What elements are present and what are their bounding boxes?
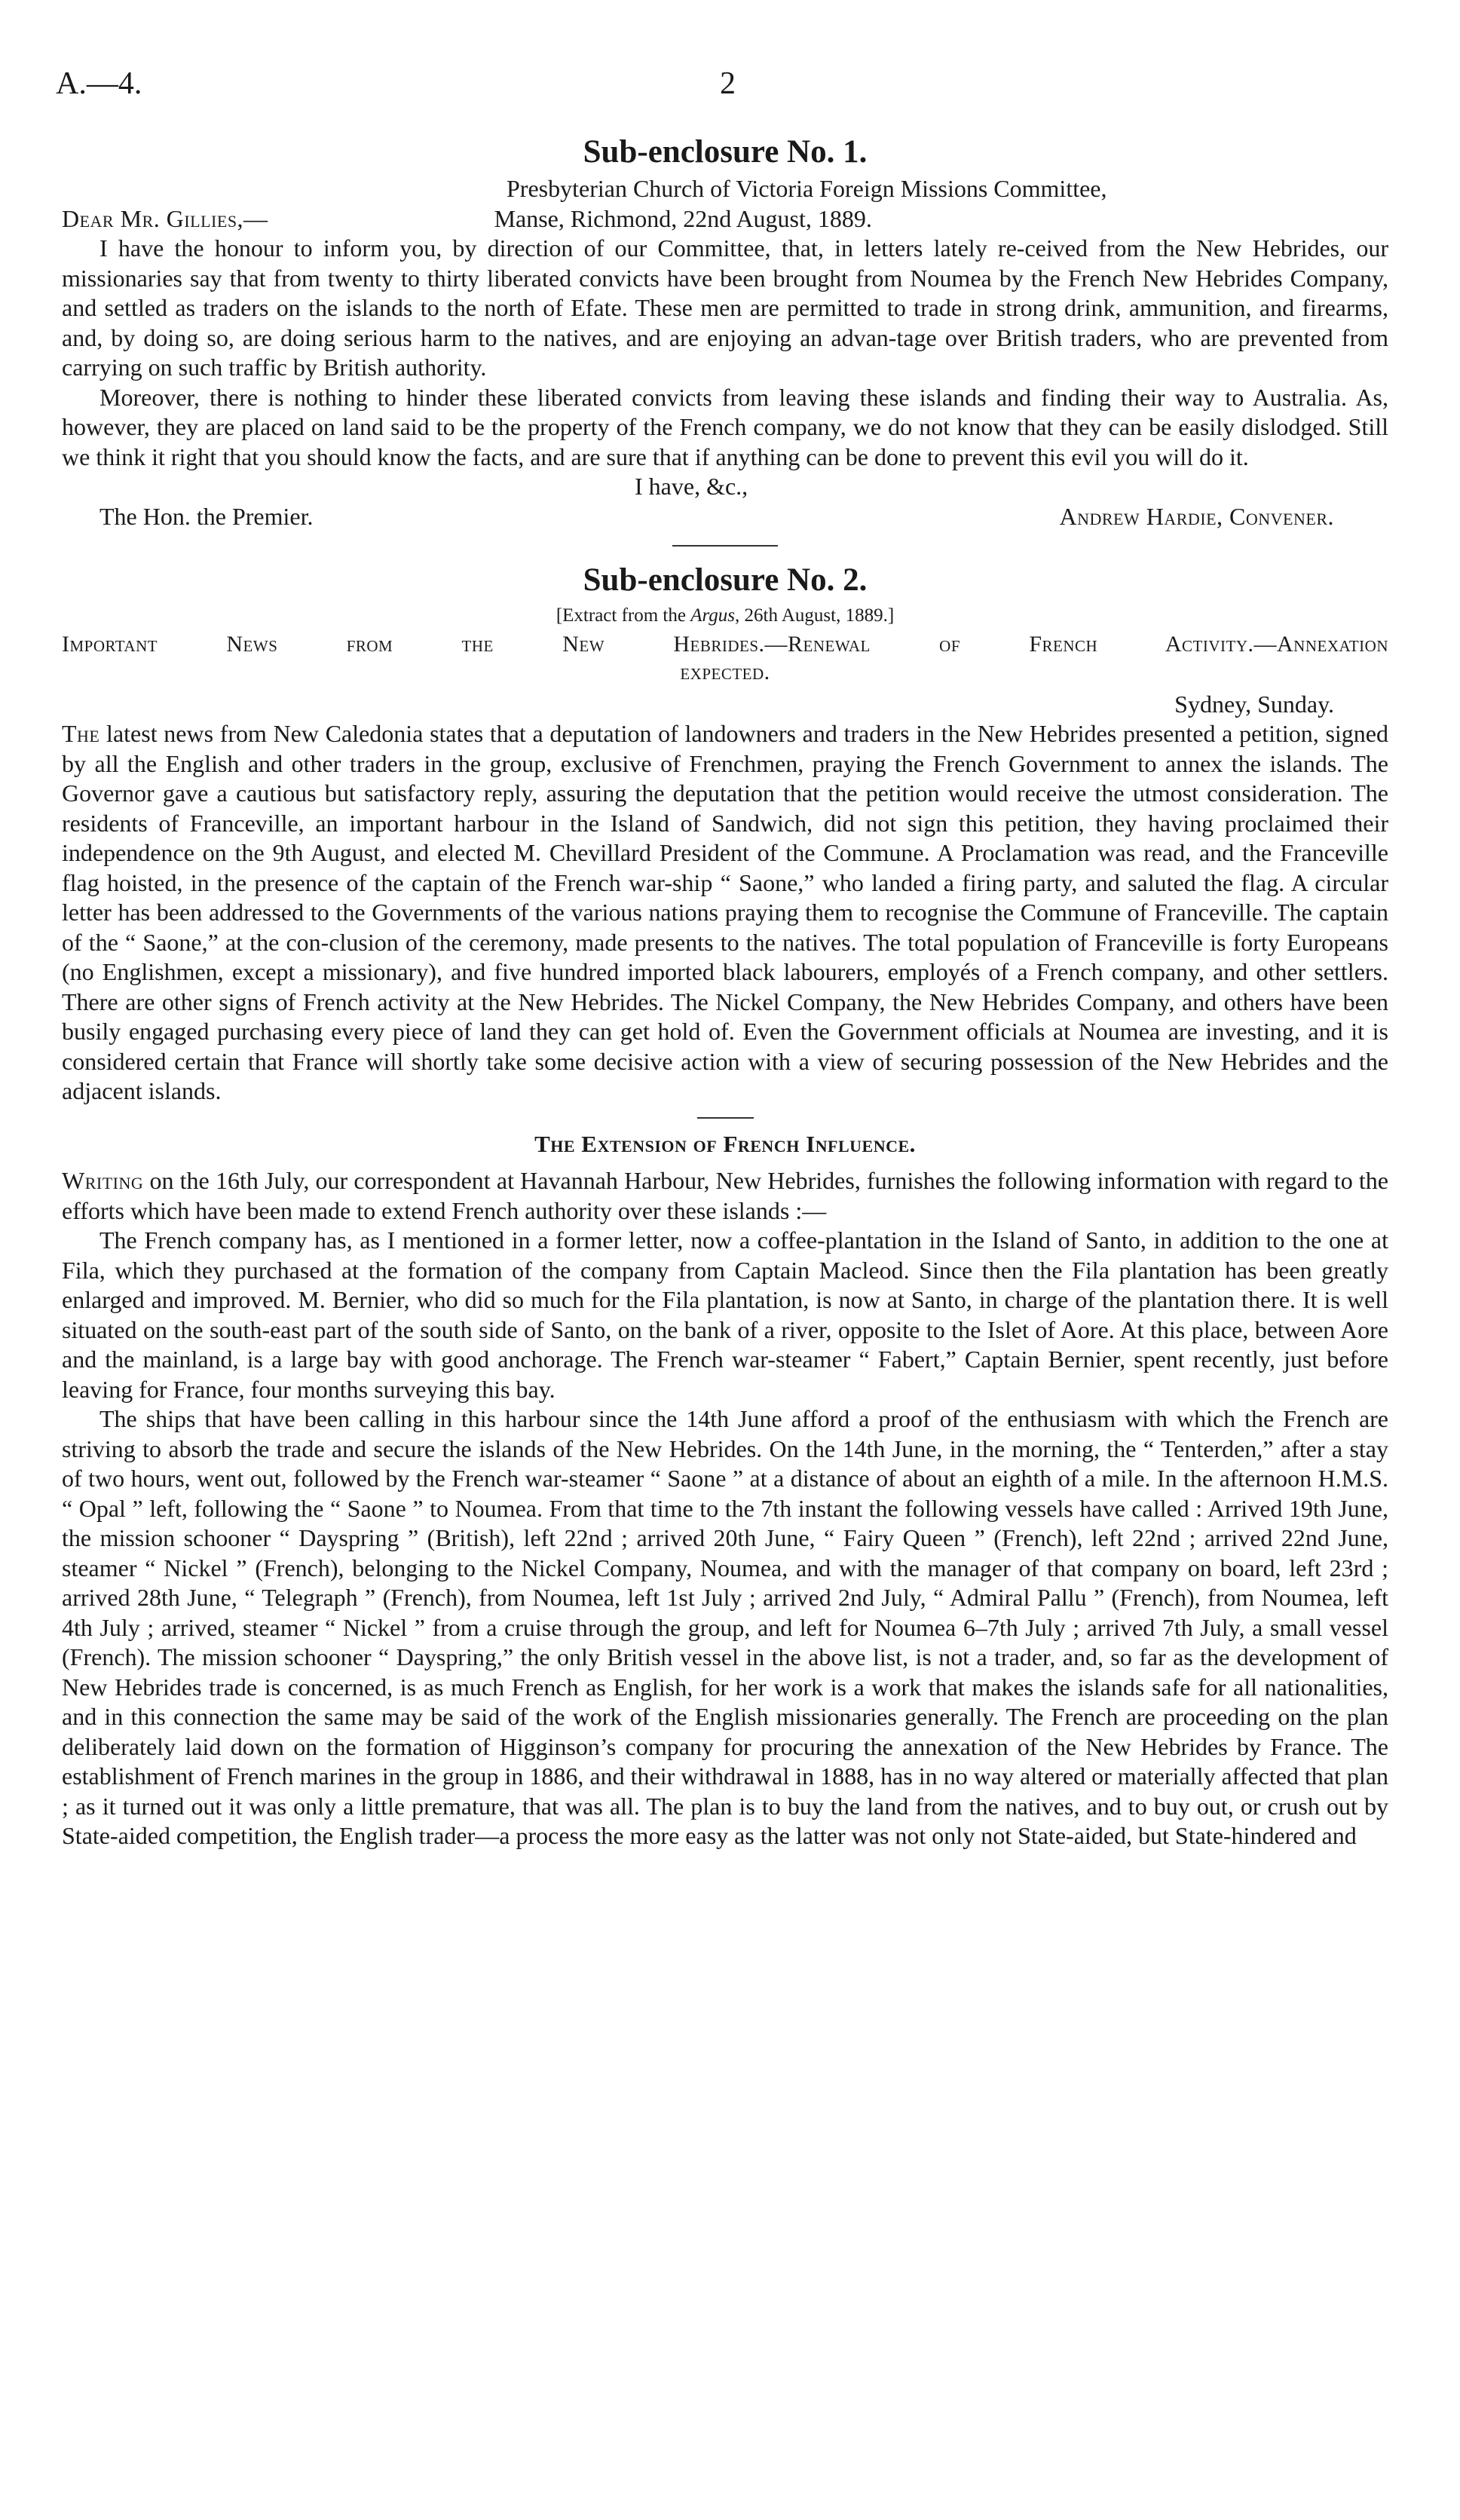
article-headline: Important News from the New Hebrides.—Renewal of French Activity.—Annexation (62, 632, 1388, 657)
letter-recipient: The Hon. the Premier. (99, 502, 314, 530)
extract-source-date: , 26th August, 1889.] (735, 605, 895, 626)
sub-enclosure-1 (62, 132, 1388, 531)
section-lead-word: Writing (62, 1167, 144, 1194)
extract-source-prefix: [Extract from the (556, 605, 691, 626)
article-paragraph-1-text: latest news from New Caledonia states that a deputation of landowners and traders in the New Hebrides presented a petition, signed by all the English and other traders in the group, exclusive of Frenchmen, praying the French Government to annex the islands. The Governor gave a cautious but satisfactory reply, assuring the deputation that the petition would receive the utmost consideration. The residents of Franceville, an important harbour in the Island of Sandwich, did not sign this petition, they having proclaimed their independence on the 9th August, and elected M. Chevillard President of the Commune. A Proclamation was read, and the Franceville flag hoisted, in the presence of the captain of the French war-ship “ Saone,” who landed a firing party, and saluted the flag. A circular letter has been addressed to the Governments of the various nations praying them to recognise the Commune of Franceville. The captain of the “ Saone,” at the con-clusion of the ceremony, made presents to the natives. The total population of Franceville is forty Europeans (no Englishmen, except a missionary), and five hundred imported black labourers, employés of a French company, and other settlers. There are other signs of French activity at the New Hebrides. The Nickel Company, the New Hebrides Company, and others have been busily engaged purchasing every piece of land they can get hold of. Even the Government officials at Noumea are investing, and it is considered certain that France will shortly take some decisive action with a view of securing possession of the New Hebrides and the adjacent islands. (62, 720, 1388, 1104)
section-paragraph-1 (62, 1166, 1388, 1226)
sender-address-date: Manse, Richmond, 22nd August, 1889. (494, 204, 872, 232)
sub-enclosure-2 (62, 560, 1388, 1107)
page-number: 2 (720, 66, 736, 101)
sender-organisation: Presbyterian Church of Victoria Foreign Missions Committee, (507, 175, 1107, 202)
extract-source-paper: Argus (690, 605, 736, 626)
document-reference: A.—4. (56, 66, 142, 101)
salutation-row (62, 204, 1388, 234)
letter-closing: I have, &c., (635, 473, 748, 500)
section-paragraph-3: The ships that have been calling in this harbour since the 14th June afford a proof of the enthusiasm with which the French are striving to absorb the trade and secure the islands of the New Hebrides. On the 14th June, in the morning, the “ Tenterden,” after a stay of two hours, went out, followed by the French war-steamer “ Saone ” at a distance of about an eighth of a mile. In the afternoon H.M.S. “ Opal ” left, following the “ Saone ” to Noumea. From that time to the 7th instant the following vessels have called : Arrived 19th June, the mission schooner “ Dayspring ” (British), left 22nd ; arrived 20th June, “ Fairy Queen ” (French), left 22nd ; arrived 22nd June, steamer “ Nickel ” (French), belonging to the Nickel Company, Noumea, and with the manager of that company on board, left 23rd ; arrived 28th June, “ Telegraph ” (French), from Noumea, left 1st July ; arrived 2nd July, “ Admiral Pallu ” (French), from Noumea, left 4th July ; arrived, steamer “ Nickel ” from a cruise through the group, and left for Noumea 6–7th July ; arrived 7th July, a small vessel (French). The mission schooner “ Dayspring,” the only British vessel in the above list, is not a trader, and, so far as the development of New Hebrides trade is concerned, is as much French as English, for her work is a work that makes the islands safe for all nationalities, and in this connection the same may be said of the work of the English missionaries generally. The French are proceeding on the plan deliberately laid down on the formation of Higginson’s company for procuring the annexation of the New Hebrides by France. The establishment of French marines in the group in 1886, and their withdrawal in 1888, has in no way altered or materially affected that plan ; as it turned out it was only a little premature, that was all. The plan is to buy the land from the natives, and to buy out, or crush out by State-aided competition, the English trader—a process the more easy as the latter was not only not State-aided, but State-hindered and (62, 1405, 1388, 1849)
section-divider (672, 545, 778, 547)
article-divider (697, 1117, 754, 1119)
salutation: Dear Mr. Gillies,— (62, 204, 268, 232)
letter-paragraph-1: I have the honour to inform you, by direction of our Committee, that, in letters lately re-ceived from the New Hebrides, our missionaries say that from twenty to thirty liberated convicts have been brought from Noumea by the French New Hebrides Company, and settled as traders on the islands to the north of Efate. These men are permitted to trade in strong drink, ammunition, and firearms, and, by doing so, are doing serious harm to the natives, and are enjoying an advan-tage over British traders, who are prevented from carrying on such traffic by British authority. (62, 234, 1388, 381)
section-heading: The Extension of French Influence. (534, 1130, 916, 1157)
letter-signature: Andrew Hardie, Convener. (1059, 502, 1334, 530)
signature-row (62, 502, 1388, 532)
sub-enclosure-1-title: Sub-enclosure No. 1. (583, 134, 868, 170)
article-paragraph-1 (62, 719, 1388, 1107)
page-body (62, 132, 1388, 1851)
section-paragraph-1-text: on the 16th July, our correspondent at Havannah Harbour, New Hebrides, furnishes the following information with regard to the efforts which have been made to extend French authority over these islands :— (62, 1167, 1388, 1224)
extract-source (62, 602, 1388, 629)
letter-paragraph-2: Moreover, there is nothing to hinder these liberated convicts from leaving these islands and finding their way to Australia. As, however, they are placed on land said to be the property of the French company, we do not know that they can be easily dislodged. Still we think it right that you should know the facts, and are sure that if anything can be done to prevent this evil you will do it. (62, 383, 1388, 470)
article-lead-word: The (62, 720, 100, 747)
sub-enclosure-2-title: Sub-enclosure No. 2. (583, 562, 868, 598)
french-influence-section (62, 1129, 1388, 1851)
article-dateline: Sydney, Sunday. (1174, 690, 1334, 718)
section-paragraph-2: The French company has, as I mentioned in a former letter, now a coffee-plantation in the Island of Santo, in addition to the one at Fila, which they purchased at the formation of the company from Captain Macleod. Since then the Fila plantation has been greatly enlarged and improved. M. Bernier, who did so much for the Fila plantation, is now at Santo, in charge of the plantation there. It is well situated on the south-east part of the south side of Santo, on the bank of a river, opposite to the Islet of Aore. At this place, between Aore and the mainland, is a large bay with good anchorage. The French war-steamer “ Fabert,” Captain Bernier, spent recently, just before leaving for France, four months surveying this bay. (62, 1226, 1388, 1403)
article-headline-continued: expected. (680, 659, 770, 684)
